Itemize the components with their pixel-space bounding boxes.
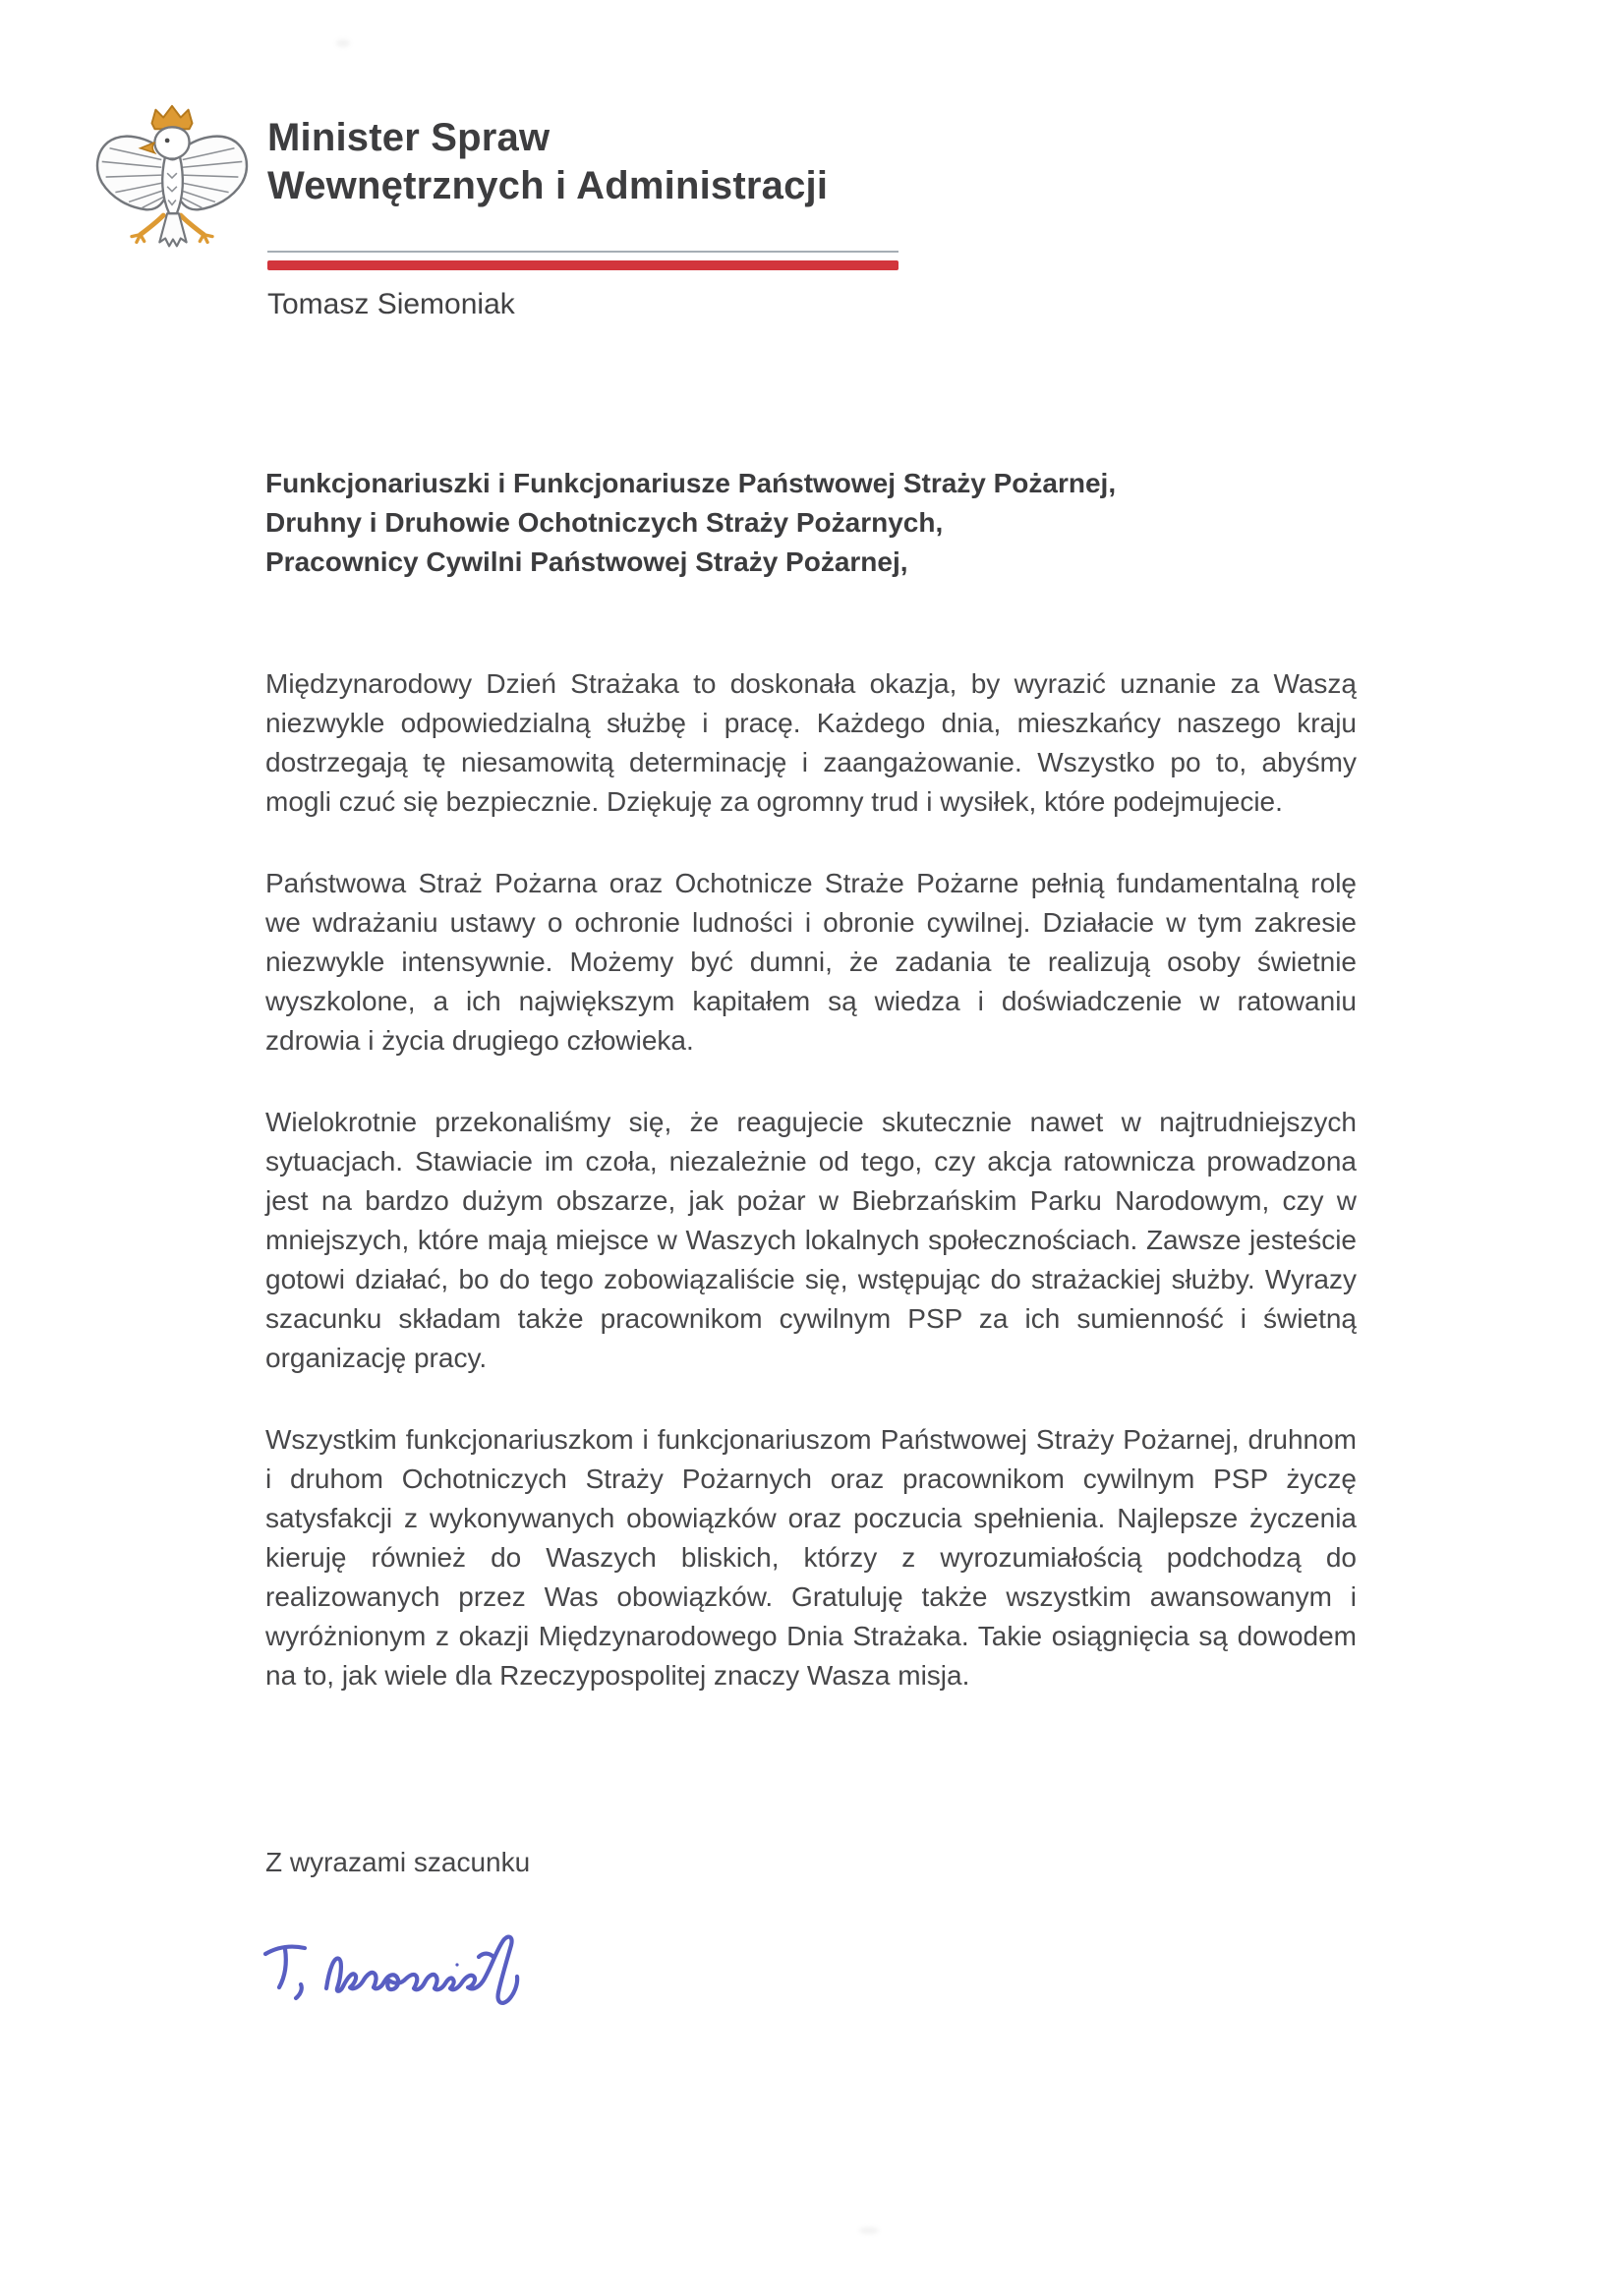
letter-body [265,464,1357,1882]
salutation-line: Funkcjonariuszki i Funkcjonariusze Państwowej Straży Pożarnej, [265,468,1117,498]
closing-salutation: Z wyrazami szacunku [265,1847,531,1877]
paragraph: Międzynarodowy Dzień Strażaka to doskonała okazja, by wyrazić uznanie za Waszą niezwykle odpowiedzialną służbę i pracę. Każdego dnia, mieszkańcy naszego kraju dostrzegają tę niesamowitą determinację i zaangażowanie. Wszystko po to, abyśmy mogli czuć się bezpiecznie. Dziękuję za ogromny trud i wysiłek, które podejmujecie. [265,668,1357,817]
paragraph: Wszystkim funkcjonariuszkom i funkcjonariuszom Państwowej Straży Pożarnej, druhnom i druhom Ochotniczych Straży Pożarnych oraz pracownikom cywilnym PSP życzę satysfakcji z wykonywanych obowiązków oraz poczucia spełnienia. Najlepsze życzenia kieruję również do Waszych bliskich, którzy z wyrozumiałością podchodzą do realizowanych przez Was obowiązków. Gratuluję także wszystkim awansowanym i wyróżnionym z okazji Międzynarodowego Dnia Strażaka. Takie osiągnięcia są dowodem na to, jak wiele dla Rzeczypospolitej znaczy Wasza misja. [265,1424,1357,1691]
flag-divider-white-stripe [267,251,898,253]
eagle-eye [165,139,170,144]
ministry-title-line2: Wewnętrznych i Administracji [267,164,829,207]
salutation [265,464,1357,582]
paragraph: Wielokrotnie przekonaliśmy się, że reagujecie skutecznie nawet w najtrudniejszych sytuacjach. Stawiacie im czoła, niezależnie od tego, czy akcja ratownicza prowadzona jest na bardzo dużym obszarze, jak pożar w Biebrzańskim Parku Narodowym, czy w mniejszych, które mają miejsce w Waszych lokalnych społecznościach. Zawsze jesteście gotowi działać, bo do tego zobowiązaliście się, wstępując do strażackiej służby. Wyrazy szacunku składam także pracownikom cywilnym PSP za ich sumienność i świetną organizację pracy. [265,1107,1357,1373]
scan-artifact [336,39,350,47]
ministry-title-line1: Minister Spraw [267,116,551,159]
flag-divider [267,251,898,270]
salutation-line: Druhny i Druhowie Ochotniczych Straży Pożarnych, [265,507,944,538]
paragraph: Państwowa Straż Pożarna oraz Ochotnicze Straże Pożarne pełnią fundamentalną rolę we wdrażaniu ustawy o ochronie ludności i obronie cywilnej. Działacie w tym zakresie niezwykle intensywnie. Możemy być dumni, że zadania te realizują osoby świetnie wyszkolone, a ich największym kapitałem są wiedza i doświadczenie w ratowaniu zdrowia i życia drugiego człowieka. [265,868,1357,1056]
eagle-crown [151,106,192,129]
eagle-head [154,127,189,158]
scan-artifact [859,2227,879,2234]
flag-divider-red-stripe [267,260,898,270]
polish-eagle-coat-of-arms-icon [90,101,254,257]
handwritten-signature [256,1926,572,2029]
minister-name: Tomasz Siemoniak [267,288,515,320]
ministry-title [267,114,828,210]
salutation-line: Pracownicy Cywilni Państwowej Straży Pożarnej, [265,546,908,577]
